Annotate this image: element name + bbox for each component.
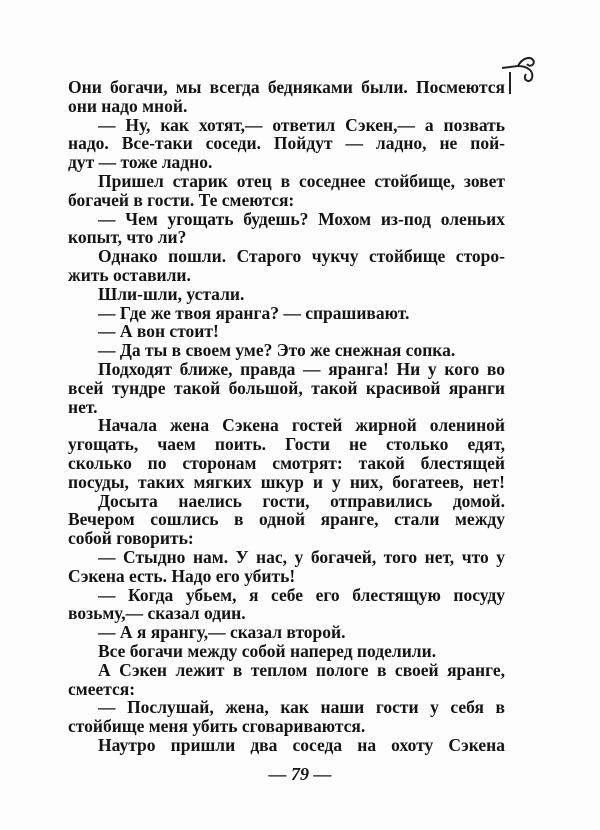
text-line: всей тундре такой большой, такой красивой яранги (68, 377, 505, 398)
text-line: дут — тоже ладно. (68, 152, 213, 173)
text-line: — А я ярангу,— сказал второй. (98, 622, 346, 643)
text-line: Наутро пришли два соседа на охоту Сэкена (98, 734, 505, 755)
text-line: сколько по сторонам смотрят: такой блестящей (68, 452, 505, 473)
text-line: — А вон стоит! (98, 321, 219, 342)
text-line: надо. Все-таки соседи. Пойдут — ладно, не пой- (68, 133, 505, 154)
text-line: А Сэкен лежит в теплом пологе в своей яранге, (98, 659, 505, 680)
text-line: Все богачи между собой наперед поделили. (98, 640, 437, 661)
text-line: угощать, чаем поить. Гости не столько едят, (68, 434, 505, 455)
text-line: собой говорить: (68, 528, 194, 549)
text-line: — Где же твоя яранга? — спрашивают. (98, 302, 410, 323)
text-line: Однако пошли. Старого чукчу стойбище сторо- (98, 246, 505, 267)
text-line: посуды, таких мягких шкур и у них, богатеев, нет! (68, 471, 505, 492)
text-line: богачей в гости. Те смеются: (68, 189, 295, 210)
text-line: стойбище меня убить сговариваются. (68, 716, 366, 737)
text-line: возьму,— сказал один. (68, 603, 246, 624)
text-line: — Когда убьем, я себе его блестящую посуду (98, 584, 505, 605)
text-line: Подходят ближе, правда — яранга! Ни у кого во (98, 358, 505, 379)
page-number: — 79 — (268, 764, 332, 784)
text-line: жить оставили. (68, 264, 191, 285)
text-line: Шли-шли, устали. (98, 283, 245, 304)
text-line: — Чем угощать будешь? Мохом из-под оленьих (98, 208, 505, 229)
text-line: они надо мной. (68, 95, 188, 116)
text-line: смеется: (68, 678, 136, 699)
text-line: нет. (68, 396, 98, 417)
text-line: — Ну, как хотят,— ответил Сэкен,— а позвать (98, 114, 505, 135)
ornament-icon (500, 50, 540, 105)
body-text (68, 78, 505, 755)
text-line: Начала жена Сэкена гостей жирной олениной (98, 415, 505, 436)
text-line: Пришел старик отец в соседнее стойбище, зовет (98, 170, 505, 191)
text-line: Вечером сошлись в одной яранге, стали между (68, 509, 505, 530)
text-line: Сэкена есть. Надо его убить! (68, 565, 296, 586)
text-line: копыт, что ли? (68, 227, 187, 248)
text-line: — Послушай, жена, как наши гости у себя в (98, 697, 505, 718)
text-line: — Стыдно нам. У нас, у богачей, того нет, что у (98, 546, 505, 567)
text-line: Они богачи, мы всегда бедняками были. Посмеются (68, 77, 505, 97)
text-line: — Да ты в своем уме? Это же снежная сопка. (98, 340, 456, 361)
text-line: Досыта наелись гости, отправились домой. (98, 490, 505, 511)
